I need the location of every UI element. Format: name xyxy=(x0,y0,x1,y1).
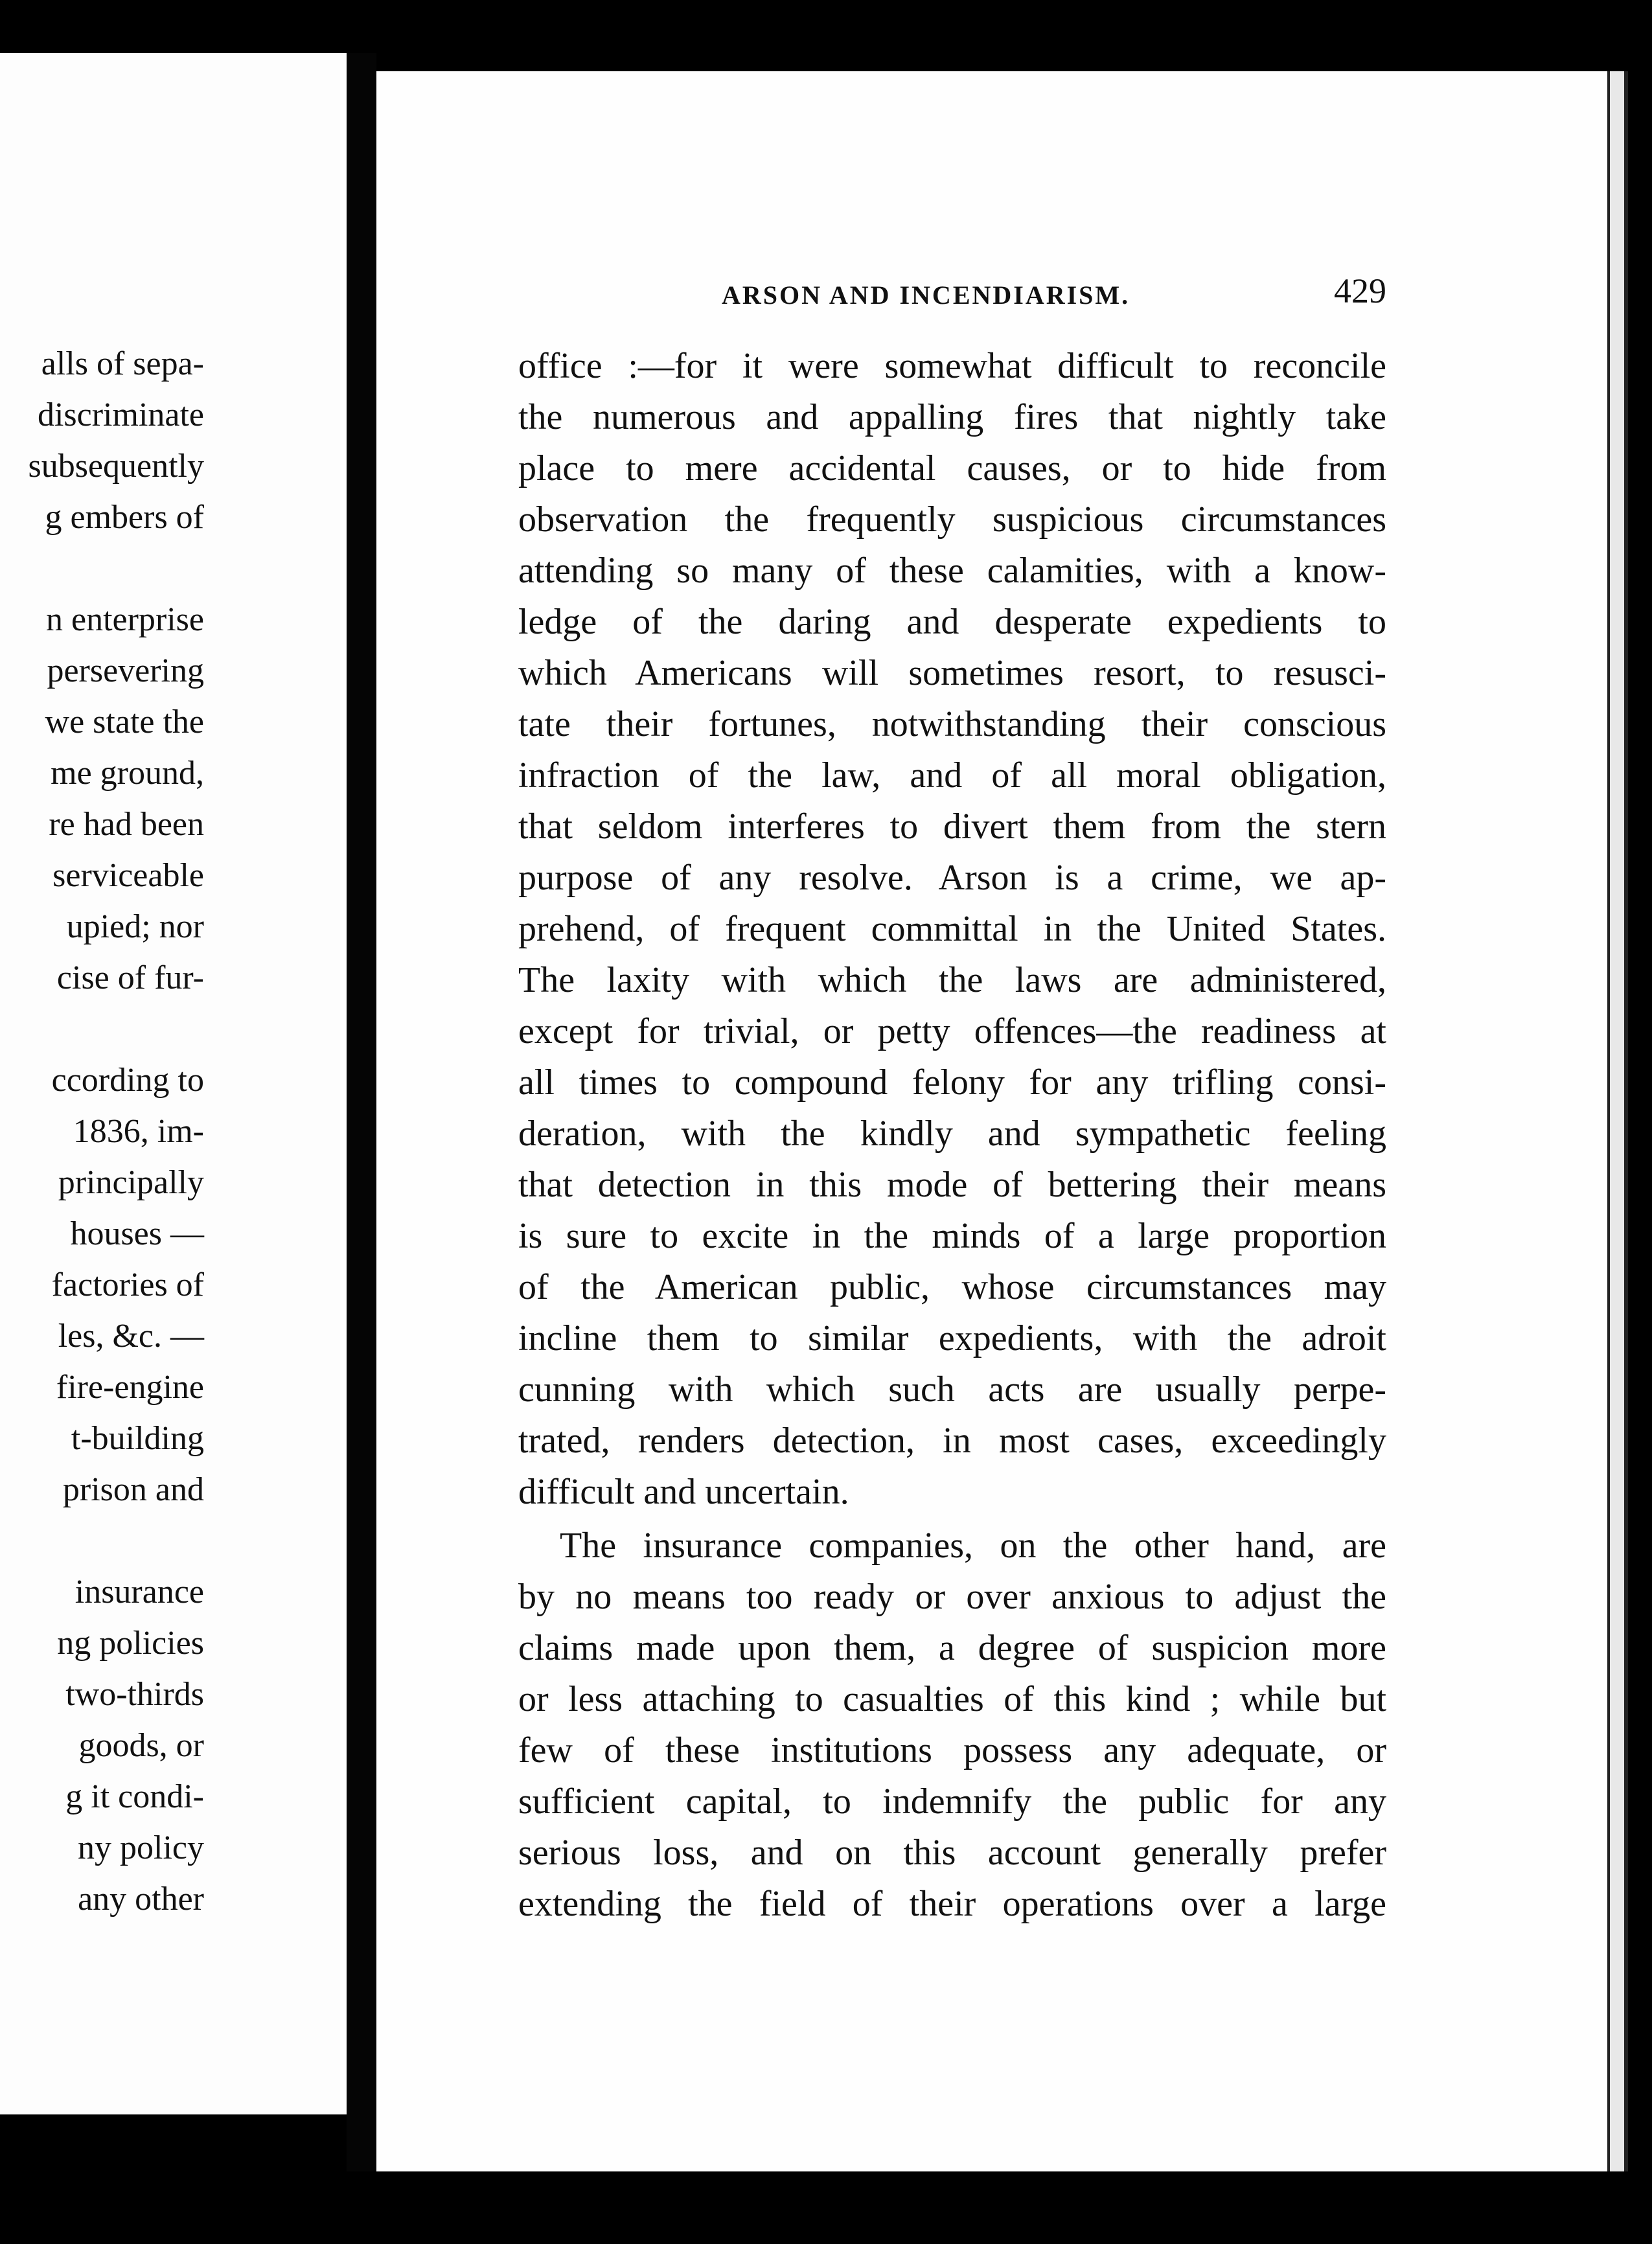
left-page-line: discriminate xyxy=(37,396,204,433)
text-line: sufficient capital, to indemnify the public for any xyxy=(518,1781,1386,1822)
left-page-line: t-building xyxy=(71,1420,204,1457)
page-edge xyxy=(1607,71,1628,2171)
text-line: attending so many of these calamities, with a know- xyxy=(518,551,1386,591)
left-page-line: ny policy xyxy=(78,1829,204,1866)
text-line: deration, with the kindly and sympathetic feeling xyxy=(518,1114,1386,1154)
left-page-line: factories of xyxy=(51,1266,204,1303)
text-line: serious loss, and on this account generally prefer xyxy=(518,1833,1386,1873)
left-page-line: houses — xyxy=(70,1215,204,1252)
left-page-line: insurance xyxy=(75,1574,204,1610)
left-page-line: ccording to xyxy=(51,1062,204,1099)
left-page-line xyxy=(28,543,204,594)
text-line: few of these institutions possess any adequate, or xyxy=(518,1730,1386,1770)
text-line: ledge of the daring and desperate expedients to xyxy=(518,602,1386,642)
left-page-line: persevering xyxy=(47,652,204,689)
running-head: ARSON AND INCENDIARISM. xyxy=(722,280,1130,310)
text-line: all times to compound felony for any trifling consi- xyxy=(518,1062,1386,1103)
left-page-line: prison and xyxy=(62,1471,204,1508)
left-page-line: ng policies xyxy=(57,1625,204,1662)
left-page-line: any other xyxy=(78,1881,204,1918)
text-line: by no means too ready or over anxious to adjust the xyxy=(518,1577,1386,1617)
text-line: the numerous and appalling fires that nightly take xyxy=(518,397,1386,437)
left-page-line xyxy=(28,1515,204,1566)
text-line: The insurance companies, on the other hand, are xyxy=(560,1526,1386,1566)
text-line: difficult and uncertain. xyxy=(518,1472,849,1512)
left-page-line: alls of sepa- xyxy=(41,345,204,382)
left-facing-page xyxy=(0,53,347,2114)
text-line: claims made upon them, a degree of suspicion more xyxy=(518,1628,1386,1668)
text-line: that detection in this mode of bettering their means xyxy=(518,1165,1386,1205)
text-line: trated, renders detection, in most cases, exceedingly xyxy=(518,1421,1386,1461)
left-page-line: les, &c. — xyxy=(58,1318,204,1355)
text-line: observation the frequently suspicious circumstances xyxy=(518,499,1386,540)
text-line: which Americans will sometimes resort, to resusci- xyxy=(518,653,1386,693)
text-line: place to mere accidental causes, or to hide from xyxy=(518,448,1386,488)
text-line: purpose of any resolve. Arson is a crime, we ap- xyxy=(518,858,1386,898)
text-line: office :—for it were somewhat difficult to reconcile xyxy=(518,346,1386,386)
left-page-line: me ground, xyxy=(51,755,204,792)
text-line: prehend, of frequent committal in the United States. xyxy=(518,909,1386,949)
left-page-line: upied; nor xyxy=(66,908,204,945)
left-page-text xyxy=(28,338,204,1925)
left-page-line: 1836, im- xyxy=(73,1113,204,1150)
page-number: 429 xyxy=(1334,271,1386,310)
text-line: or less attaching to casualties of this kind ; while but xyxy=(518,1679,1386,1719)
left-page-line: serviceable xyxy=(52,857,204,894)
body-text xyxy=(518,341,1386,1930)
left-page-line: g embers of xyxy=(45,499,204,536)
book-gutter xyxy=(347,53,376,2171)
text-line: tate their fortunes, notwithstanding their conscious xyxy=(518,704,1386,744)
left-page-line xyxy=(28,1003,204,1055)
left-page-line: goods, or xyxy=(78,1727,204,1764)
left-page-line: principally xyxy=(58,1164,204,1201)
left-page-line: cise of fur- xyxy=(56,959,204,996)
left-page-line: subsequently xyxy=(28,448,204,485)
left-page-line: two-thirds xyxy=(65,1676,204,1713)
text-line: except for trivial, or petty offences—the readiness at xyxy=(518,1011,1386,1051)
text-line: cunning with which such acts are usually perpe- xyxy=(518,1369,1386,1410)
text-line: is sure to excite in the minds of a large proportion xyxy=(518,1216,1386,1256)
text-line: that seldom interferes to divert them from the stern xyxy=(518,807,1386,847)
left-page-line: re had been xyxy=(49,806,204,843)
text-line: extending the field of their operations over a large xyxy=(518,1884,1386,1924)
text-line: infraction of the law, and of all moral obligation, xyxy=(518,755,1386,796)
text-line: incline them to similar expedients, with the adroit xyxy=(518,1318,1386,1358)
left-page-line: g it condi- xyxy=(65,1778,204,1815)
text-line: The laxity with which the laws are administered, xyxy=(518,960,1386,1000)
left-page-line: n enterprise xyxy=(45,601,204,638)
left-page-line: we state the xyxy=(45,704,204,740)
text-line: of the American public, whose circumstances may xyxy=(518,1267,1386,1307)
left-page-line: fire-engine xyxy=(56,1369,204,1406)
